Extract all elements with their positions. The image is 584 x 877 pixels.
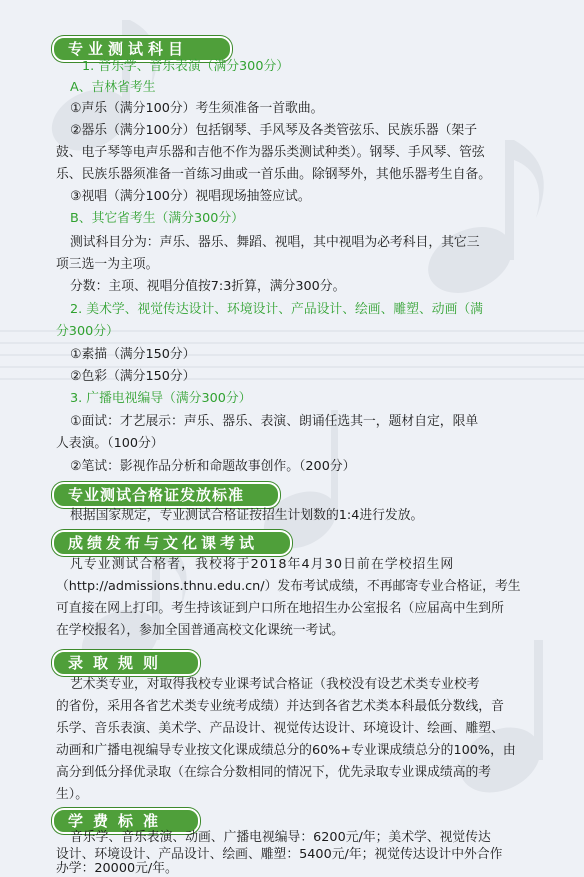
admission-line-4: 动画和广播电视编导专业按文化课成绩总分的60%+专业课成绩总分的100%，由 — [56, 743, 516, 758]
certificate-standard-text: 根据国家规定，专业测试合格证按招生计划数的1:4进行发放。 — [70, 508, 424, 523]
results-and-culture-exam-header: 成绩发布与文化课考试 — [52, 530, 292, 556]
written-exam-requirement: ②笔试：影视作品分析和命题故事创作。（200分） — [70, 459, 356, 474]
admission-line-5: 高分到低分择优录取（在综合分数相同的情况下，优先录取专业课成绩高的考 — [56, 765, 492, 780]
other-score-rule: 分数：主项、视唱分值按7:3折算，满分300分。 — [70, 279, 346, 294]
art-program-title-line-2: 分300分） — [56, 324, 119, 339]
results-line-1: 凡专业测试合格者，我校将于2018年4月30日前在学校招生网 — [70, 557, 455, 572]
broadcast-program-title: 3. 广播电视编导（满分300分） — [70, 391, 252, 406]
admission-line-3: 乐学、音乐表演、美术学、产品设计、视觉传达设计、环境设计、绘画、雕塑、 — [56, 721, 504, 736]
tuition-line-2: 设计、环境设计、产品设计、绘画、雕塑：5400元/年；视觉传达设计中外合作 — [56, 847, 503, 862]
music-program-title: 1. 音乐学、音乐表演（满分300分） — [82, 59, 290, 74]
tuition-line-1: 音乐学、音乐表演、动画、广播电视编导：6200元/年；美术学、视觉传达 — [70, 830, 491, 845]
sightsinging-requirement: ③视唱（满分100分）视唱现场抽签应试。 — [70, 189, 311, 204]
other-subjects-line-1: 测试科目分为：声乐、器乐、舞蹈、视唱，其中视唱为必考科目，其它三 — [70, 235, 480, 250]
results-line-2: （http://admissions.thnu.edu.cn/）发布考试成绩，不再邮寄专业合格证，考生 — [56, 579, 521, 594]
instrument-requirement-line-3: 乐、民族乐器须准备一首练习曲或一首乐曲。除钢琴外，其他乐器考生自备。 — [56, 167, 492, 182]
art-program-title-line-1: 2. 美术学、视觉传达设计、环境设计、产品设计、绘画、雕塑、动画（满 — [70, 302, 483, 317]
interview-requirement-line-2: 人表演。（100分） — [56, 436, 164, 451]
certificate-standard-header: 专业测试合格证发放标准 — [52, 482, 280, 508]
admission-line-1: 艺术类专业，对取得我校专业课考试合格证（我校没有设艺术类专业校考 — [70, 677, 480, 692]
jilin-students-title: A、吉林省考生 — [70, 80, 156, 95]
results-line-4: 在学校报名），参加全国普通高校文化课统一考试。 — [56, 623, 344, 638]
instrument-requirement-line-2: 鼓、电子琴等电声乐器和吉他不作为器乐类测试种类）。钢琴、手风琴、管弦 — [56, 145, 485, 160]
admission-line-6: 生）。 — [56, 787, 88, 802]
admission-rules-header: 录取规则 — [52, 650, 200, 676]
tuition-standard-header: 学费标准 — [52, 808, 200, 834]
tuition-line-3: 办学：20000元/年。 — [56, 861, 178, 876]
other-province-title: B、其它省考生（满分300分） — [70, 211, 244, 226]
instrument-requirement-line-1: ②器乐（满分100分）包括钢琴、手风琴及各类管弦乐、民族乐器（架子 — [70, 123, 478, 138]
vocal-requirement: ①声乐（满分100分）考生须准备一首歌曲。 — [70, 101, 324, 116]
color-requirement: ②色彩（满分150分） — [70, 369, 196, 384]
sketch-requirement: ①素描（满分150分） — [70, 347, 196, 362]
other-subjects-line-2: 项三选一为主项。 — [56, 257, 159, 272]
results-line-3: 可直接在网上打印。考生持该证到户口所在地招生办公室报名（应届高中生到所 — [56, 601, 504, 616]
interview-requirement-line-1: ①面试：才艺展示：声乐、器乐、表演、朗诵任选其一，题材自定，限单 — [70, 414, 479, 429]
exam-subjects-header: 专业测试科目 — [52, 36, 232, 62]
admission-line-2: 的省份，采用各省艺术类专业统考成绩）并达到各省艺术类本科最低分数线，音 — [56, 699, 504, 714]
